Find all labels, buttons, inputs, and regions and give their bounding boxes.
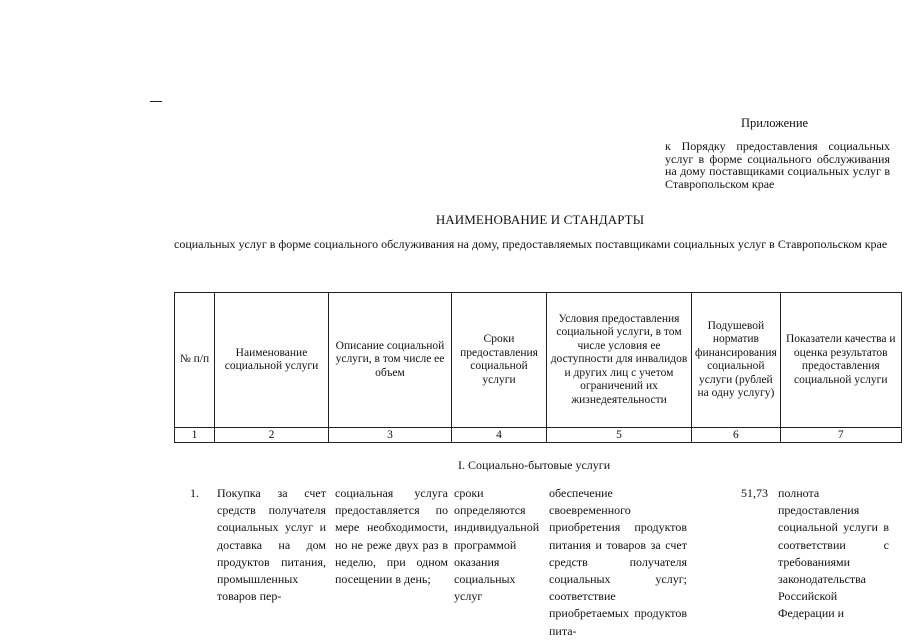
margin-dash-mark	[150, 101, 162, 102]
row-number: 1.	[190, 486, 199, 500]
header-cell-quality: Показатели качества и оценка результатов предоставления социальной услуги	[780, 293, 901, 428]
row-description: социальная услуга предоставляется по мере необходимости, но не реже двух раз в неделю, при одном посещении в день;	[335, 486, 448, 587]
row-conditions: обеспечение своевременного приобретения продуктов питания и товаров за счет средств получателя социальных услуг; соответствие приобретаемых продуктов пита-	[549, 486, 687, 638]
column-number-cell: 1	[175, 428, 215, 443]
standards-table-header	[174, 292, 902, 443]
document-subtitle: социальных услуг в форме социального обслуживания на дому, предоставляемых поставщиками социальных услуг в Ставропольском крае	[174, 237, 888, 251]
row-terms: сроки определяются индивидуальной программой оказания социальных услуг	[454, 486, 540, 604]
section-title: I. Социально-бытовые услуги	[458, 458, 611, 472]
header-cell-conditions: Условия предоставления социальной услуги, в том числе условия ее доступности для инвалидов и других лиц с учетом ограничений их жизнедеятельности	[547, 293, 692, 428]
column-number-cell: 4	[452, 428, 547, 443]
appendix-title: Приложение	[741, 116, 809, 130]
row-service-name: Покупка за счет средств получателя социальных услуг и доставка на дом продуктов питания, промышленных товаров пер-	[217, 486, 326, 604]
header-cell-terms: Сроки предоставления социальной услуги	[452, 293, 547, 428]
column-number-cell: 3	[329, 428, 452, 443]
row-norm: 51,73	[741, 486, 768, 500]
column-number-cell: 5	[547, 428, 692, 443]
table-header-row	[175, 293, 902, 428]
header-cell-number: № п/п	[175, 293, 215, 428]
document-title: НАИМЕНОВАНИЕ И СТАНДАРТЫ	[435, 212, 645, 227]
header-cell-service-name: Наименование социальной услуги	[215, 293, 329, 428]
appendix-reference: к Порядку предоставления социальных услуг в форме социального обслуживания на дому поставщиками социальных услуг в Ставропольском крае	[665, 139, 890, 191]
column-number-cell: 2	[215, 428, 329, 443]
column-number-cell: 7	[780, 428, 901, 443]
row-quality: полнота предоставления социальной услуги в соответствии с требованиями законодательства Российской Федерации и	[778, 486, 889, 621]
header-cell-norm: Подушевой норматив финансирования социальной услуги (рублей на одну услугу)	[692, 293, 781, 428]
header-cell-description: Описание социальной услуги, в том числе ее объем	[329, 293, 452, 428]
table-column-numbers-row	[175, 428, 902, 443]
column-number-cell: 6	[692, 428, 781, 443]
